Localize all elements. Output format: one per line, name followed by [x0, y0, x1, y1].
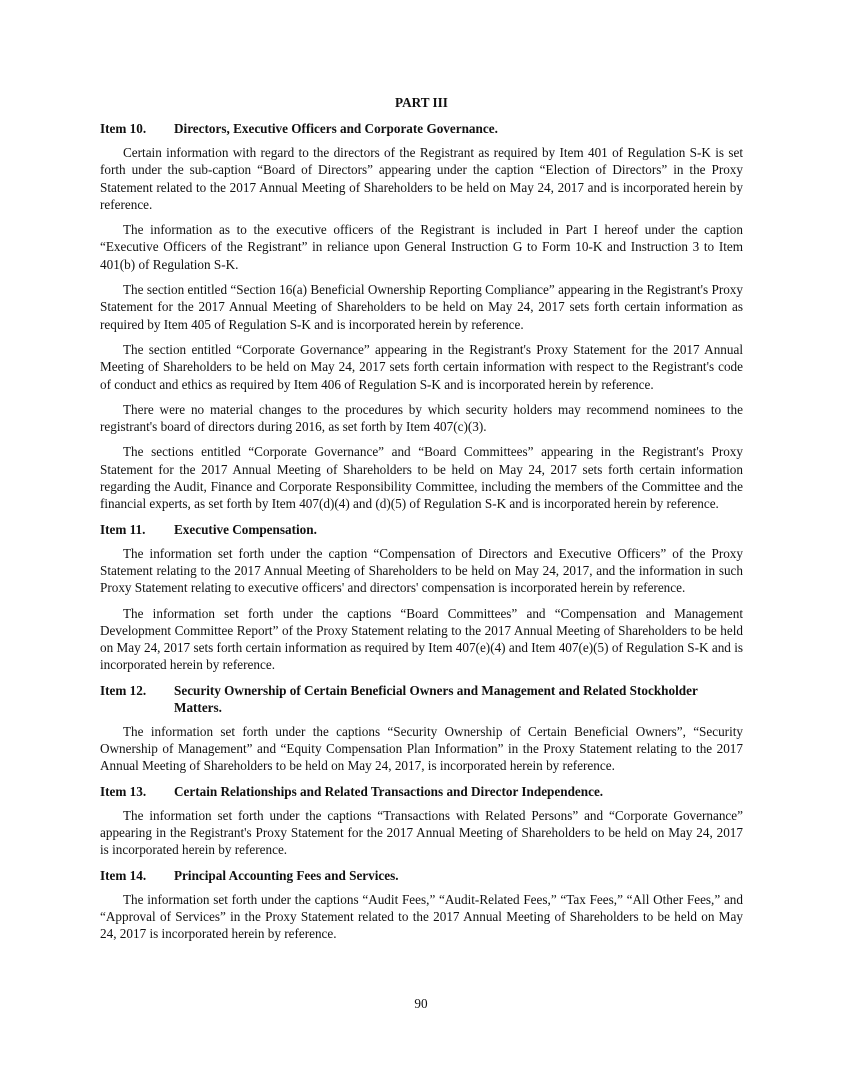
item-11-heading — [100, 521, 743, 538]
paragraph: The sections entitled “Corporate Governance” and “Board Committees” appearing in the Registrant's Proxy Statement for the 2017 Annual Meeting of Shareholders to be held on May 24, 2017 sets forth certain information regarding the Audit, Finance and Corporate Responsibility Committee, including the members of the Committee and the financial experts, as set forth by Item 407(d)(4) and (d)(5) of Regulation S-K and is incorporated herein by reference. — [100, 444, 743, 512]
item-14-heading — [100, 867, 743, 884]
item-title: Security Ownership of Certain Beneficial Owners and Management and Related Stockholder Matters. — [174, 682, 698, 715]
paragraph: The information set forth under the captions “Board Committees” and “Compensation and Management Development Committee Report” of the Proxy Statement relating to the 2017 Annual Meeting of Shareholders to be held on May 24, 2017 sets forth certain information as required by Item 407(e)(4) and Item 407(e)(5) of Regulation S-K and is incorporated herein by reference. — [100, 605, 743, 673]
item-number: Item 12. — [100, 682, 147, 698]
paragraph: The section entitled “Section 16(a) Beneficial Ownership Reporting Compliance” appearing in the Registrant's Proxy Statement for the 2017 Annual Meeting of Shareholders to be held on May 24, 2017 sets forth certain information as required by Item 405 of Regulation S-K and is incorporated herein by reference. — [100, 282, 743, 332]
item-title: Principal Accounting Fees and Services. — [174, 867, 399, 883]
paragraph: There were no material changes to the procedures by which security holders may recommend nominees to the registrant's board of directors during 2016, as set forth by Item 407(c)(3). — [100, 401, 743, 435]
paragraph: The information set forth under the captions “Transactions with Related Persons” and “Corporate Governance” appearing in the Registrant's Proxy Statement for the 2017 Annual Meeting of Shareholders to be held on May 24, 2017 is incorporated herein by reference. — [100, 807, 743, 858]
item-number: Item 11. — [100, 521, 146, 537]
part-heading: PART III — [395, 95, 448, 110]
paragraph: The information set forth under the caption “Compensation of Directors and Executive Officers” of the Proxy Statement relating to the 2017 Annual Meeting of Shareholders to be held on May 24, 2017, and the information in such Proxy Statement relating to executive officers' and directors' compensation is incorporated herein by reference. — [100, 545, 743, 596]
page-number: 90 — [414, 996, 428, 1011]
paragraph: The information as to the executive officers of the Registrant is included in Part I hereof under the caption “Executive Officers of the Registrant” in reliance upon General Instruction G to Form 10-K and Instruction 3 to Item 401(b) of Regulation S-K. — [100, 222, 743, 272]
item-10-heading — [100, 120, 743, 137]
item-number: Item 10. — [100, 121, 147, 136]
paragraph: The section entitled “Corporate Governance” appearing in the Registrant's Proxy Statement for the 2017 Annual Meeting of Shareholders to be held on May 24, 2017 sets forth certain information with respect to the Registrant's code of conduct and ethics as required by Item 406 of Regulation S-K and is incorporated herein by reference. — [100, 341, 743, 392]
item-number: Item 13. — [100, 783, 147, 799]
item-13-heading — [100, 783, 743, 800]
paragraph: The information set forth under the captions “Audit Fees,” “Audit-Related Fees,” “Tax Fees,” “All Other Fees,” and “Approval of Services” in the Proxy Statement related to the 2017 Annual Meeting of Shareholders to be held on May 24, 2017 is incorporated herein by reference. — [100, 891, 743, 942]
item-12-heading — [100, 682, 743, 716]
item-title: Executive Compensation. — [174, 521, 317, 537]
document-page — [100, 94, 743, 950]
item-title: Certain Relationships and Related Transactions and Director Independence. — [174, 783, 604, 799]
item-title: Directors, Executive Officers and Corporate Governance. — [174, 121, 498, 136]
paragraph: Certain information with regard to the directors of the Registrant as required by Item 401 of Regulation S-K is set forth under the sub-caption “Board of Directors” appearing under the caption “Election of Directors” in the Proxy Statement related to the 2017 Annual Meeting of Shareholders to be held on May 24, 2017 and is incorporated herein by reference. — [100, 145, 743, 212]
paragraph: The information set forth under the captions “Security Ownership of Certain Beneficial Owners”, “Security Ownership of Management” and “Equity Compensation Plan Information” in the Proxy Statement relating to the 2017 Annual Meeting of Shareholders to be held on May 24, 2017, is incorporated herein by reference. — [100, 723, 743, 774]
item-number: Item 14. — [100, 867, 147, 883]
